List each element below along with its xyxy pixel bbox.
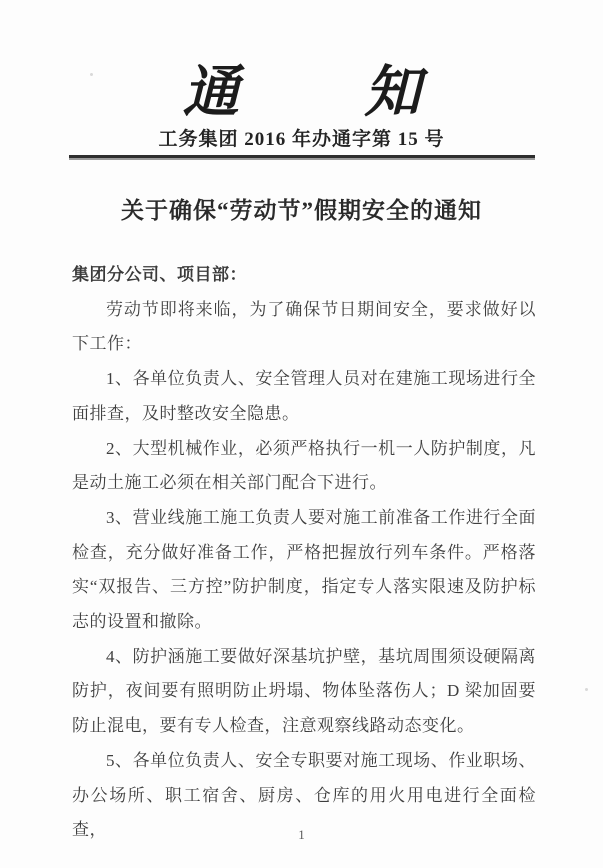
document-body [72,258,536,848]
document-number: 工务集团 2016 年办通字第 15 号 [158,129,445,150]
scan-speck [585,688,588,691]
scan-speck [90,73,93,76]
document-title: 通 知 [182,62,455,124]
salutation: 集团分公司、项目部： [72,265,247,284]
paragraph-item-5: 5、各单位负责人、安全专职要对施工现场、作业职场、办公场所、职工宿舍、厨房、仓库的用火用电进行全面检查， [72,750,536,840]
paragraph-item-3: 3、营业线施工施工负责人要对施工前准备工作进行全面检查，充分做好准备工作，严格把握放行列车条件。严格落实“双报告、三方控”防护制度，指定专人落实限速及防护标志的设置和撤除。 [72,507,536,632]
page-number: 1 [298,827,305,842]
notice-heading: 关于确保“劳动节”假期安全的通知 [121,198,482,223]
paragraph-intro: 劳动节即将来临，为了确保节日期间安全，要求做好以下工作： [72,299,536,354]
document-header [0,0,603,160]
paragraph-item-4: 4、防护涵施工要做好深基坑护壁，基坑周围须设硬隔离防护，夜间要有照明防止坍塌、物体坠落伤人；D 梁加固要防止混电，要有专人检查，注意观察线路动态变化。 [72,646,536,736]
header-divider [69,155,535,160]
paragraph-item-1: 1、各单位负责人、安全管理人员对在建施工现场进行全面排查，及时整改安全隐患。 [72,369,536,423]
page-footer [0,826,603,844]
paragraph-item-2: 2、大型机械作业，必须严格执行一机一人防护制度，凡是动土施工必须在相关部门配合下进行。 [72,438,536,493]
